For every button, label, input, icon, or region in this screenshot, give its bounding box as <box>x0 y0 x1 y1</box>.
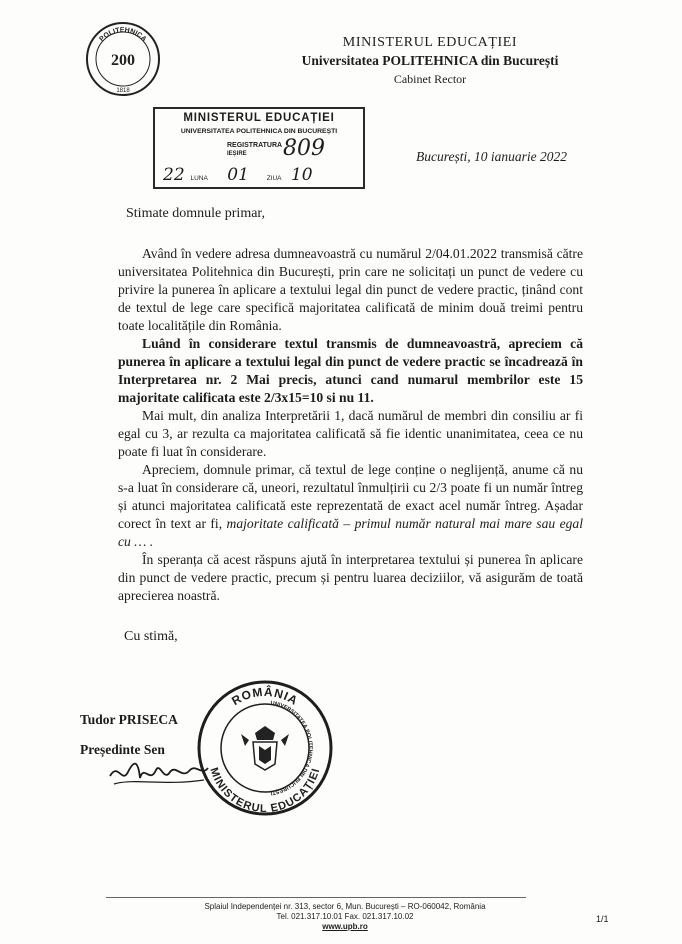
signatory-name: Tudor PRISECA <box>80 712 178 727</box>
letter-body <box>118 245 583 605</box>
paragraph-4-text: Apreciem, domnule primar, că textul de lege conține o neglijență, anume că nu s-a luat în considerare că, uneori, rezultatul înmulțirii cu 2/3 poate fi un număr întreg și atunci majoritatea calificată este reprezentată de exact acel număr întreg. Așadar corect în text ar fi, <box>118 462 583 531</box>
paragraph-5: În speranța că acest răspuns ajută în interpretarea textului și punerea în aplicare din punct de vedere practic, precum și pentru luarea deciziilor, vă asigurăm de toată aprecierea noastră. <box>118 552 583 603</box>
paragraph-4 <box>118 461 583 551</box>
registry-ziua-label: ZIUA <box>266 175 282 182</box>
ministry-heading: MINISTERUL EDUCAȚIEI <box>342 35 518 50</box>
registry-stamp-subtitle: UNIVERSITATEA POLITEHNICA DIN BUCUREȘTI <box>180 128 338 135</box>
svg-text:200: 200 <box>111 52 135 69</box>
page-corner-mark <box>0 0 19 13</box>
footer-website-link[interactable]: www.upb.ro <box>322 922 368 931</box>
paragraph-3: Mai mult, din analiza Interpretării 1, dacă numărul de membri din consiliu ar fi egal cu 3, ar rezulta ca majoritatea calificată să fie identic unanimitatea, ceea ce nu poate fi luat în considerare. <box>118 408 583 459</box>
footer-phone: Tel. 021.317.10.01 Fax. 021.317.10.02 <box>276 912 414 921</box>
signatory-title: Președinte Sen <box>80 742 165 757</box>
svg-text:1818: 1818 <box>116 88 130 94</box>
registry-label: REGISTRATURA <box>227 142 283 149</box>
svg-text:MINISTERUL EDUCAȚIEI: MINISTERUL EDUCAȚIEI <box>207 766 323 816</box>
official-seal <box>195 678 335 818</box>
closing: Cu stimă, <box>124 629 178 644</box>
svg-text:UNIVERSITATEA POLITEHNICA DIN: UNIVERSITATEA POLITEHNICA DIN BUCUREȘTI <box>270 700 313 796</box>
paragraph-1: Având în vedere adresa dumneavoastră cu numărul 2/04.01.2022 transmisă către universitatea Politehnica din București, prin care ne solicitați un punct de vedere cu privire la punerea în aplicare a textului legal din punct de vedere practic, ținând cont de textul de lege care specifică majoritatea calificată de minim două treimi pentru toate localitățile din România. <box>118 246 583 333</box>
letter-date: București, 10 ianuarie 2022 <box>416 149 567 164</box>
registry-stamp-title: MINISTERUL EDUCAȚIEI <box>183 112 335 124</box>
university-heading: Universitatea POLITEHNICA din București <box>301 53 559 68</box>
svg-text:POLITEHNICA: POLITEHNICA <box>98 26 148 44</box>
registry-exit-label: IEȘIRE <box>227 151 247 157</box>
paragraph-2: Luând în considerare textul transmis de dumneavoastră, apreciem că punerea în aplicare a textului legal din punct de vedere practic se încadrează în Interpretarea nr. 2 Mai precis, atunci cand numarul membrilor este 15 majoritate calificata este 2/3x15=10 si nu 11. <box>118 336 583 405</box>
paragraph-4-emphasis: majoritate calificată – primul număr natural mai mare sau egal cu … . <box>118 516 583 549</box>
footer-divider <box>106 897 526 898</box>
registry-luna-label: LUNA <box>190 175 208 182</box>
page-number: 1/1 <box>596 914 609 924</box>
salutation: Stimate domnule primar, <box>126 206 266 221</box>
footer-address: Splaiul Independenței nr. 313, sector 6, Mun. București – RO-060042, România <box>204 902 486 911</box>
registry-month: 01 <box>227 165 249 185</box>
registry-stamp <box>153 107 365 189</box>
registry-day2: 10 <box>290 165 313 185</box>
svg-text:ROMÂNIA: ROMÂNIA <box>229 684 301 709</box>
registry-number: 809 <box>283 136 325 161</box>
registry-day: 22 <box>163 165 185 185</box>
university-logo <box>84 20 162 98</box>
office-heading: Cabinet Rector <box>393 72 467 86</box>
registry-date-row <box>163 165 363 185</box>
